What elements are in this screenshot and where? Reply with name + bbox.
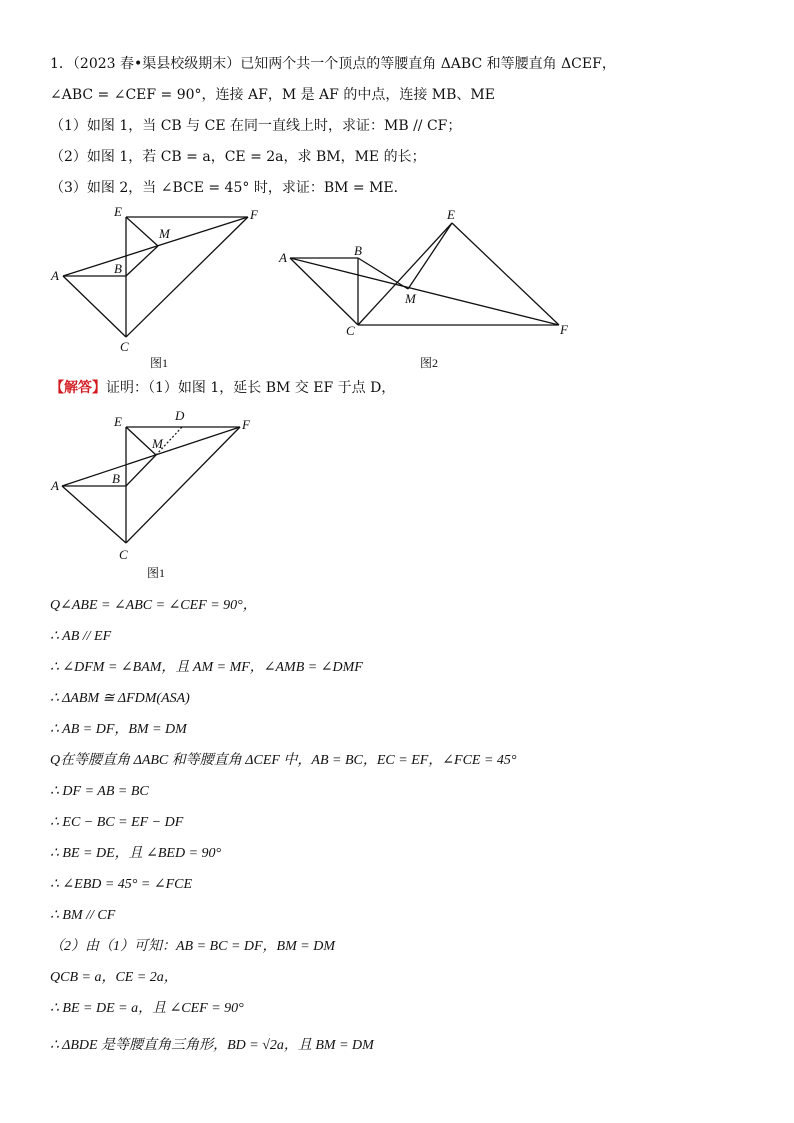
fig2-label-F: F: [560, 322, 568, 337]
step-14: ∴ BE = DE = a，且 ∠CEF = 90°: [50, 1001, 244, 1016]
fig2-label-B: B: [354, 243, 362, 258]
fig1-label-F: F: [250, 207, 258, 222]
fig3-label-C: C: [119, 547, 128, 562]
fig2-caption: 图2: [420, 356, 439, 370]
step-13: QCB = a，CE = 2a，: [50, 970, 178, 985]
fig3-label-E: E: [114, 414, 122, 429]
fig3-label-B: B: [112, 471, 120, 486]
fig2-label-A: A: [279, 250, 287, 265]
question-2: （2）如图 1，若 CB = a，CE = 2a，求 BM，ME 的长；: [50, 149, 426, 165]
fig3-label-A: A: [51, 478, 59, 493]
step-5: ∴ AB = DF，BM = DM: [50, 722, 187, 737]
step-2: ∴ AB // EF: [50, 629, 112, 644]
fig3-caption: 图1: [147, 566, 166, 580]
step-9: ∴ BE = DE，且 ∠BED = 90°: [50, 846, 222, 861]
fig1-caption: 图1: [150, 356, 169, 370]
question-1: （1）如图 1，当 CB 与 CE 在同一直线上时，求证：MB // CF；: [50, 118, 462, 134]
fig1-label-E: E: [114, 204, 122, 219]
step-4: ∴ ΔABM ≅ ΔFDM(ASA): [50, 691, 190, 706]
step-15: ∴ ΔBDE 是等腰直角三角形，BD = √2a，且 BM = DM: [50, 1038, 374, 1053]
fig2-label-M: M: [405, 291, 416, 306]
step-11: ∴ BM // CF: [50, 908, 116, 923]
problem-line-1: 1．（2023 春•渠县校级期末）已知两个共一个顶点的等腰直角 ΔABC 和等腰直角 ΔCEF，: [50, 56, 616, 72]
step-8: ∴ EC − BC = EF − DF: [50, 815, 184, 830]
fig1-label-M: M: [159, 226, 170, 241]
question-3: （3）如图 2，当 ∠BCE = 45° 时，求证：BM = ME．: [50, 180, 408, 196]
step-10: ∴ ∠EBD = 45° = ∠FCE: [50, 877, 193, 892]
step-6: Q在等腰直角 ΔABC 和等腰直角 ΔCEF 中，AB = BC，EC = EF，∠FCE = 45°: [50, 753, 517, 768]
step-1: Q∠ABE = ∠ABC = ∠CEF = 90°，: [50, 598, 257, 613]
fig1-label-C: C: [120, 339, 129, 354]
fig1-label-B: B: [114, 261, 122, 276]
step-3: ∴ ∠DFM = ∠BAM，且 AM = MF，∠AMB = ∠DMF: [50, 660, 363, 675]
fig3-label-M: M: [152, 436, 163, 451]
step-7: ∴ DF = AB = BC: [50, 784, 149, 799]
problem-line-2: ∠ABC = ∠CEF = 90°，连接 AF，M 是 AF 的中点，连接 MB、ME: [50, 87, 495, 103]
fig1-label-A: A: [51, 268, 59, 283]
answer-tag: 【解答】: [50, 380, 106, 396]
fig3-label-F: F: [242, 417, 250, 432]
fig3-label-D: D: [175, 408, 185, 423]
fig2-label-C: C: [346, 323, 355, 338]
step-12: （2）由（1）可知：AB = BC = DF，BM = DM: [50, 939, 335, 954]
fig2-label-E: E: [447, 207, 455, 222]
answer-intro: 证明：（1）如图 1，延长 BM 交 EF 于点 D，: [106, 380, 396, 396]
